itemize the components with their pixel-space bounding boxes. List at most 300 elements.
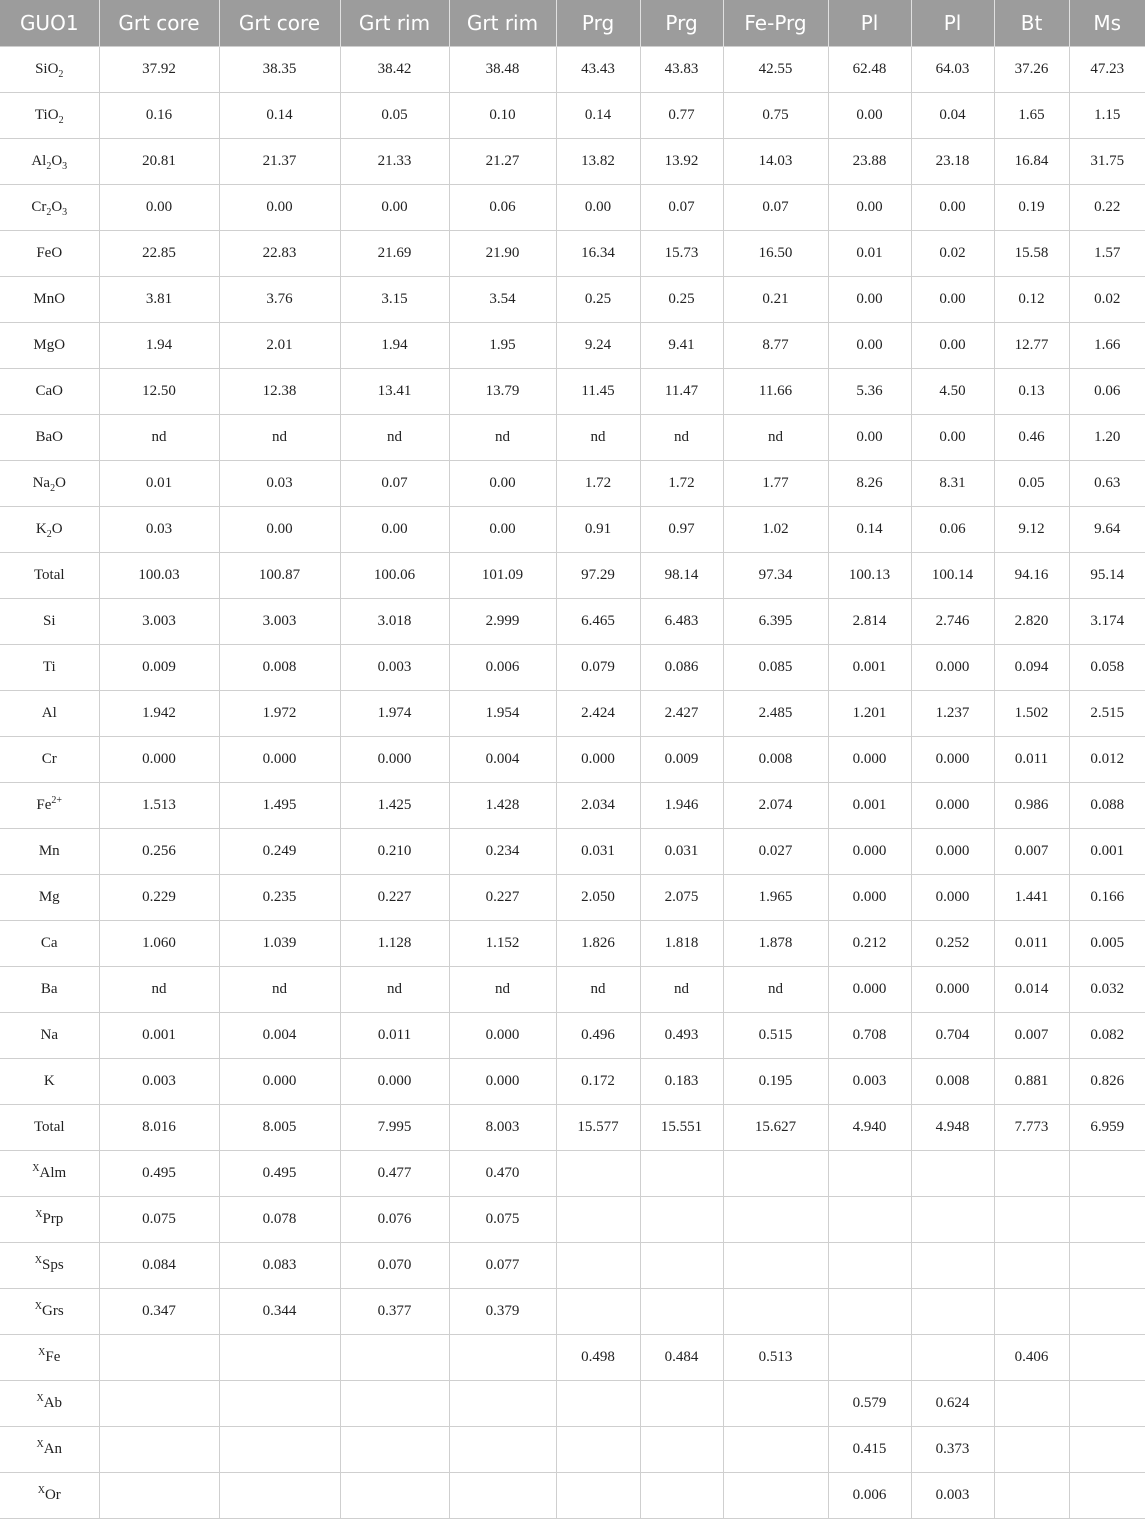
table-cell: nd	[449, 967, 556, 1013]
row-label-part: MgO	[33, 337, 66, 353]
table-cell: 1.826	[556, 921, 640, 967]
table-cell: 97.34	[723, 553, 828, 599]
table-cell: 0.000	[99, 737, 219, 783]
table-cell: 6.959	[1069, 1105, 1145, 1151]
row-label	[0, 415, 99, 461]
table-cell: 0.470	[449, 1151, 556, 1197]
table-cell: 0.493	[640, 1013, 723, 1059]
table-cell: 0.008	[723, 737, 828, 783]
row-label-part: 2	[50, 483, 56, 494]
row-label-part: Al	[41, 705, 57, 721]
row-label-part: Ba	[40, 981, 58, 997]
table-cell: 0.003	[911, 1473, 994, 1519]
table-cell	[994, 1197, 1069, 1243]
row-label-part: 3	[62, 161, 68, 172]
table-cell	[1069, 1243, 1145, 1289]
table-cell: 47.23	[1069, 47, 1145, 93]
table-cell: 1.946	[640, 783, 723, 829]
table-cell: 0.000	[219, 1059, 340, 1105]
table-row	[0, 1381, 1145, 1427]
row-label-part: 2	[58, 69, 64, 80]
table-row	[0, 1151, 1145, 1197]
row-label-part: 2	[58, 115, 64, 126]
table-cell: 0.704	[911, 1013, 994, 1059]
row-label-part: O	[51, 199, 63, 215]
table-cell	[828, 1151, 911, 1197]
table-cell: 0.07	[340, 461, 449, 507]
table-cell: 0.75	[723, 93, 828, 139]
table-cell: 0.00	[449, 507, 556, 553]
table-cell: nd	[556, 415, 640, 461]
table-cell: nd	[723, 415, 828, 461]
table-cell: 0.07	[640, 185, 723, 231]
table-cell: 15.58	[994, 231, 1069, 277]
row-label-part: X	[32, 1163, 40, 1174]
table-cell: 0.00	[911, 185, 994, 231]
row-label-part: 2	[46, 529, 52, 540]
table-row	[0, 323, 1145, 369]
table-cell: 0.01	[99, 461, 219, 507]
table-cell: 0.377	[340, 1289, 449, 1335]
table-cell: 0.009	[640, 737, 723, 783]
table-cell: 0.008	[219, 645, 340, 691]
table-cell: 0.22	[1069, 185, 1145, 231]
table-cell: 21.69	[340, 231, 449, 277]
table-cell: 0.000	[340, 1059, 449, 1105]
table-cell	[828, 1243, 911, 1289]
table-cell: 38.35	[219, 47, 340, 93]
table-cell: 9.24	[556, 323, 640, 369]
table-cell: 0.094	[994, 645, 1069, 691]
row-label-part: 3	[62, 207, 68, 218]
row-label-part: An	[43, 1441, 63, 1457]
table-cell: 0.075	[449, 1197, 556, 1243]
row-label-part: Ca	[40, 935, 58, 951]
table-cell: 0.001	[1069, 829, 1145, 875]
table-cell: 6.465	[556, 599, 640, 645]
row-label-part: Cr	[31, 199, 47, 215]
row-label	[0, 1427, 99, 1473]
table-cell	[640, 1151, 723, 1197]
table-cell: 0.003	[828, 1059, 911, 1105]
table-cell: 21.37	[219, 139, 340, 185]
row-label	[0, 1151, 99, 1197]
table-cell: 0.00	[449, 461, 556, 507]
table-cell	[1069, 1289, 1145, 1335]
table-cell: 2.820	[994, 599, 1069, 645]
table-cell	[1069, 1427, 1145, 1473]
table-cell: 0.12	[994, 277, 1069, 323]
table-row	[0, 1059, 1145, 1105]
table-cell: 43.83	[640, 47, 723, 93]
table-cell	[723, 1289, 828, 1335]
table-cell	[994, 1151, 1069, 1197]
table-cell: 94.16	[994, 553, 1069, 599]
table-row	[0, 93, 1145, 139]
table-cell	[340, 1427, 449, 1473]
table-cell: 0.001	[99, 1013, 219, 1059]
table-cell: 0.10	[449, 93, 556, 139]
row-label-part: Cr	[41, 751, 57, 767]
table-cell: 0.515	[723, 1013, 828, 1059]
table-cell: 0.14	[556, 93, 640, 139]
table-cell: 0.00	[99, 185, 219, 231]
header-col: Grt rim	[449, 0, 556, 47]
table-cell: 0.031	[640, 829, 723, 875]
table-cell: 12.38	[219, 369, 340, 415]
table-row	[0, 369, 1145, 415]
table-cell	[99, 1427, 219, 1473]
table-cell	[911, 1197, 994, 1243]
table-cell: 0.078	[219, 1197, 340, 1243]
table-cell: 0.06	[449, 185, 556, 231]
header-col: Fe-Prg	[723, 0, 828, 47]
row-label	[0, 737, 99, 783]
table-cell: nd	[449, 415, 556, 461]
table-cell: 0.484	[640, 1335, 723, 1381]
table-cell: 0.004	[449, 737, 556, 783]
header-row	[0, 0, 1145, 47]
table-cell: 2.074	[723, 783, 828, 829]
table-cell: 0.25	[556, 277, 640, 323]
row-label	[0, 139, 99, 185]
table-cell: 0.000	[911, 829, 994, 875]
table-cell: 0.027	[723, 829, 828, 875]
row-label	[0, 875, 99, 921]
row-label	[0, 277, 99, 323]
table-cell: 2.075	[640, 875, 723, 921]
table-cell: 0.06	[1069, 369, 1145, 415]
table-cell: 0.21	[723, 277, 828, 323]
table-row	[0, 1197, 1145, 1243]
table-cell: 21.33	[340, 139, 449, 185]
table-cell	[994, 1427, 1069, 1473]
table-cell: 0.000	[911, 875, 994, 921]
table-cell: 9.41	[640, 323, 723, 369]
table-cell: 0.085	[723, 645, 828, 691]
table-cell: 0.210	[340, 829, 449, 875]
table-cell: 21.27	[449, 139, 556, 185]
table-cell: 0.00	[219, 185, 340, 231]
table-cell: 0.000	[340, 737, 449, 783]
row-label	[0, 553, 99, 599]
table-row	[0, 829, 1145, 875]
row-label-part: X	[38, 1347, 46, 1358]
table-cell: 1.972	[219, 691, 340, 737]
table-cell: 1.15	[1069, 93, 1145, 139]
table-cell: 0.183	[640, 1059, 723, 1105]
table-cell: 0.229	[99, 875, 219, 921]
table-row	[0, 461, 1145, 507]
header-col: Pl	[828, 0, 911, 47]
table-cell: 0.166	[1069, 875, 1145, 921]
header-col: Grt core	[99, 0, 219, 47]
table-cell: 0.000	[911, 783, 994, 829]
table-cell: 22.83	[219, 231, 340, 277]
table-cell	[994, 1381, 1069, 1427]
table-cell: 95.14	[1069, 553, 1145, 599]
table-cell: 13.79	[449, 369, 556, 415]
row-label	[0, 1473, 99, 1519]
table-cell: 2.01	[219, 323, 340, 369]
table-cell: 1.128	[340, 921, 449, 967]
table-cell: 1.965	[723, 875, 828, 921]
table-cell: 0.495	[99, 1151, 219, 1197]
table-cell: 0.088	[1069, 783, 1145, 829]
table-cell: 0.02	[1069, 277, 1145, 323]
table-cell: 43.43	[556, 47, 640, 93]
table-cell: 0.000	[219, 737, 340, 783]
table-cell	[556, 1243, 640, 1289]
row-label-part: Or	[44, 1487, 61, 1503]
table-cell: 13.92	[640, 139, 723, 185]
table-cell: 1.974	[340, 691, 449, 737]
table-cell: 0.02	[911, 231, 994, 277]
table-cell	[219, 1473, 340, 1519]
row-label-part: TiO	[34, 107, 59, 123]
table-cell	[219, 1427, 340, 1473]
row-label-part: K	[35, 521, 47, 537]
row-label-part: 2	[46, 161, 52, 172]
table-cell: 0.252	[911, 921, 994, 967]
table-cell: nd	[723, 967, 828, 1013]
table-cell: nd	[219, 967, 340, 1013]
table-cell: 0.008	[911, 1059, 994, 1105]
table-cell: 12.50	[99, 369, 219, 415]
table-cell: 0.000	[911, 967, 994, 1013]
table-cell: 3.003	[219, 599, 340, 645]
table-cell	[556, 1381, 640, 1427]
row-label-part: Grs	[42, 1303, 64, 1319]
row-label-part: Ab	[43, 1395, 63, 1411]
table-cell: 37.26	[994, 47, 1069, 93]
table-cell: 11.47	[640, 369, 723, 415]
table-cell: 7.995	[340, 1105, 449, 1151]
table-cell	[1069, 1381, 1145, 1427]
row-label-part: Total	[33, 1119, 65, 1135]
table-cell: 100.06	[340, 553, 449, 599]
table-cell: 100.03	[99, 553, 219, 599]
table-cell	[911, 1243, 994, 1289]
table-cell	[994, 1243, 1069, 1289]
table-cell: 1.72	[556, 461, 640, 507]
table-cell: 7.773	[994, 1105, 1069, 1151]
table-cell	[640, 1243, 723, 1289]
table-cell: 98.14	[640, 553, 723, 599]
table-cell: 0.00	[828, 415, 911, 461]
table-cell: 0.07	[723, 185, 828, 231]
table-row	[0, 691, 1145, 737]
table-cell: 3.174	[1069, 599, 1145, 645]
row-label	[0, 185, 99, 231]
table-cell: 0.079	[556, 645, 640, 691]
table-cell: 1.425	[340, 783, 449, 829]
table-cell: 38.48	[449, 47, 556, 93]
table-cell: 0.00	[219, 507, 340, 553]
table-cell: 1.65	[994, 93, 1069, 139]
table-cell: 0.031	[556, 829, 640, 875]
table-cell: 0.03	[99, 507, 219, 553]
table-cell: 1.72	[640, 461, 723, 507]
table-cell: nd	[99, 967, 219, 1013]
table-row	[0, 553, 1145, 599]
table-row	[0, 231, 1145, 277]
table-cell: 0.011	[340, 1013, 449, 1059]
row-label	[0, 691, 99, 737]
table-cell: 13.41	[340, 369, 449, 415]
table-cell: 0.000	[449, 1059, 556, 1105]
table-cell: 4.50	[911, 369, 994, 415]
table-row	[0, 277, 1145, 323]
table-cell: 0.415	[828, 1427, 911, 1473]
table-cell: 1.818	[640, 921, 723, 967]
table-cell: 0.014	[994, 967, 1069, 1013]
table-cell: 0.13	[994, 369, 1069, 415]
table-cell: 0.25	[640, 277, 723, 323]
table-cell: 97.29	[556, 553, 640, 599]
table-cell	[723, 1197, 828, 1243]
table-cell: 2.999	[449, 599, 556, 645]
table-cell: 0.05	[340, 93, 449, 139]
table-cell: 0.083	[219, 1243, 340, 1289]
table-cell: 3.81	[99, 277, 219, 323]
table-cell	[556, 1427, 640, 1473]
table-cell: 0.000	[911, 645, 994, 691]
table-cell: 0.076	[340, 1197, 449, 1243]
table-cell	[99, 1381, 219, 1427]
row-label-part: K	[43, 1073, 55, 1089]
table-cell: 6.483	[640, 599, 723, 645]
table-cell: 0.009	[99, 645, 219, 691]
table-cell: 3.76	[219, 277, 340, 323]
table-row	[0, 415, 1145, 461]
table-cell: 0.007	[994, 829, 1069, 875]
row-label-part: Mn	[38, 843, 60, 859]
row-label-part: X	[34, 1255, 43, 1266]
table-cell: 16.34	[556, 231, 640, 277]
table-cell: 0.16	[99, 93, 219, 139]
table-cell: 8.005	[219, 1105, 340, 1151]
table-cell: 9.64	[1069, 507, 1145, 553]
table-cell: 1.060	[99, 921, 219, 967]
table-cell: 1.495	[219, 783, 340, 829]
table-cell: 0.46	[994, 415, 1069, 461]
table-cell	[828, 1289, 911, 1335]
table-cell	[556, 1197, 640, 1243]
table-cell: 0.00	[828, 185, 911, 231]
header-col: Grt core	[219, 0, 340, 47]
table-cell: 0.003	[99, 1059, 219, 1105]
table-cell: 0.212	[828, 921, 911, 967]
table-cell	[219, 1381, 340, 1427]
table-cell	[640, 1381, 723, 1427]
row-label-part: Total	[33, 567, 65, 583]
table-cell: 0.579	[828, 1381, 911, 1427]
table-cell: 100.14	[911, 553, 994, 599]
table-cell	[828, 1197, 911, 1243]
table-cell: 0.03	[219, 461, 340, 507]
table-cell	[99, 1335, 219, 1381]
table-cell: 0.234	[449, 829, 556, 875]
table-cell	[340, 1473, 449, 1519]
row-label-part: X	[37, 1485, 45, 1496]
table-cell: 1.20	[1069, 415, 1145, 461]
table-cell: 0.249	[219, 829, 340, 875]
header-col: Prg	[556, 0, 640, 47]
row-label-part: X	[36, 1393, 44, 1404]
row-label-part: SiO	[35, 61, 59, 77]
table-cell: 0.00	[828, 277, 911, 323]
table-cell: 0.004	[219, 1013, 340, 1059]
table-cell: 0.00	[911, 323, 994, 369]
table-row	[0, 1289, 1145, 1335]
row-label	[0, 231, 99, 277]
row-label-part: Fe	[45, 1349, 61, 1365]
table-cell: 1.942	[99, 691, 219, 737]
table-cell: 0.344	[219, 1289, 340, 1335]
table-cell: 8.26	[828, 461, 911, 507]
table-cell: 0.00	[340, 185, 449, 231]
table-cell: 0.001	[828, 645, 911, 691]
header-col: Ms	[1069, 0, 1145, 47]
table-cell	[99, 1473, 219, 1519]
table-cell: 2.050	[556, 875, 640, 921]
table-cell: 0.04	[911, 93, 994, 139]
table-cell: 0.00	[911, 277, 994, 323]
table-cell: 101.09	[449, 553, 556, 599]
row-label	[0, 783, 99, 829]
table-cell: 1.513	[99, 783, 219, 829]
table-cell: 0.000	[828, 737, 911, 783]
table-cell: 1.66	[1069, 323, 1145, 369]
table-cell: 5.36	[828, 369, 911, 415]
table-cell: 14.03	[723, 139, 828, 185]
row-label-part: 2	[46, 207, 52, 218]
table-row	[0, 507, 1145, 553]
table-cell: 15.577	[556, 1105, 640, 1151]
row-label	[0, 1105, 99, 1151]
table-cell: 0.06	[911, 507, 994, 553]
table-cell: 0.077	[449, 1243, 556, 1289]
row-label-part: CaO	[35, 383, 63, 399]
table-cell: nd	[99, 415, 219, 461]
table-cell: 0.007	[994, 1013, 1069, 1059]
row-label	[0, 369, 99, 415]
table-cell: 1.428	[449, 783, 556, 829]
table-cell: 0.97	[640, 507, 723, 553]
header-col: Grt rim	[340, 0, 449, 47]
table-cell: 0.000	[828, 829, 911, 875]
row-label-part: O	[51, 521, 63, 537]
header-col: Prg	[640, 0, 723, 47]
table-cell: 11.66	[723, 369, 828, 415]
table-cell: 2.746	[911, 599, 994, 645]
table-row	[0, 139, 1145, 185]
row-label-part: Ti	[42, 659, 56, 675]
table-cell: 3.018	[340, 599, 449, 645]
table-body	[0, 47, 1145, 1519]
table-cell: 16.84	[994, 139, 1069, 185]
row-label-part: Fe	[36, 797, 52, 813]
table-cell	[556, 1289, 640, 1335]
header-col: Pl	[911, 0, 994, 47]
row-label	[0, 1289, 99, 1335]
row-label	[0, 93, 99, 139]
row-label-part: Na	[40, 1027, 58, 1043]
table-cell: 0.00	[911, 415, 994, 461]
row-label-part: X	[34, 1301, 43, 1312]
table-cell	[1069, 1335, 1145, 1381]
